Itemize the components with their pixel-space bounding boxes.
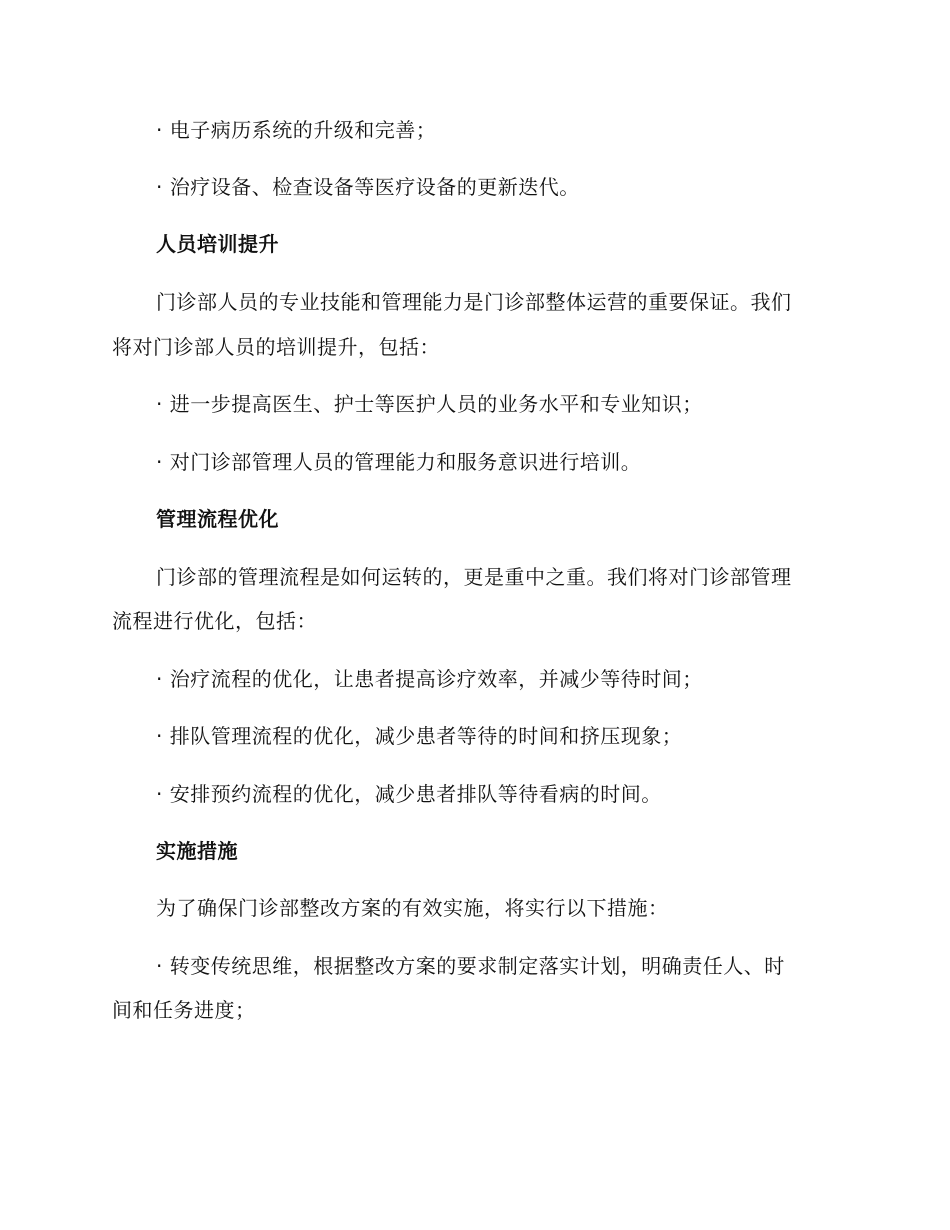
bullet-medical-staff-skills: · 进一步提高医生、护士等医护人员的业务水平和专业知识； — [156, 392, 703, 416]
paragraph-training-line2: 将对门诊部人员的培训提升，包括： — [112, 335, 440, 359]
heading-staff-training: 人员培训提升 — [156, 232, 279, 256]
paragraph-measures: 为了确保门诊部整改方案的有效实施，将实行以下措施： — [156, 896, 669, 920]
bullet-queue-flow: · 排队管理流程的优化，减少患者等待的时间和挤压现象； — [156, 724, 683, 748]
bullet-appointment-flow: · 安排预约流程的优化，减少患者排队等待看病的时间。 — [156, 782, 662, 806]
bullet-equipment-update: · 治疗设备、检查设备等医疗设备的更新迭代。 — [156, 175, 580, 199]
paragraph-process-line2: 流程进行优化，包括： — [112, 609, 317, 633]
bullet-ehr-upgrade: · 电子病历系统的升级和完善； — [156, 118, 437, 142]
bullet-manager-training: · 对门诊部管理人员的管理能力和服务意识进行培训。 — [156, 450, 642, 474]
heading-process-optimization: 管理流程优化 — [156, 507, 279, 531]
paragraph-training-line1: 门诊部人员的专业技能和管理能力是门诊部整体运营的重要保证。我们 — [156, 290, 792, 314]
bullet-change-thinking-line2: 间和任务进度； — [112, 998, 256, 1022]
heading-implementation-measures: 实施措施 — [156, 839, 238, 863]
paragraph-process-line1: 门诊部的管理流程是如何运转的，更是重中之重。我们将对门诊部管理 — [156, 565, 792, 589]
bullet-treatment-flow: · 治疗流程的优化，让患者提高诊疗效率，并减少等待时间； — [156, 667, 703, 691]
bullet-change-thinking-line1: · 转变传统思维，根据整改方案的要求制定落实计划，明确责任人、时 — [156, 954, 785, 978]
